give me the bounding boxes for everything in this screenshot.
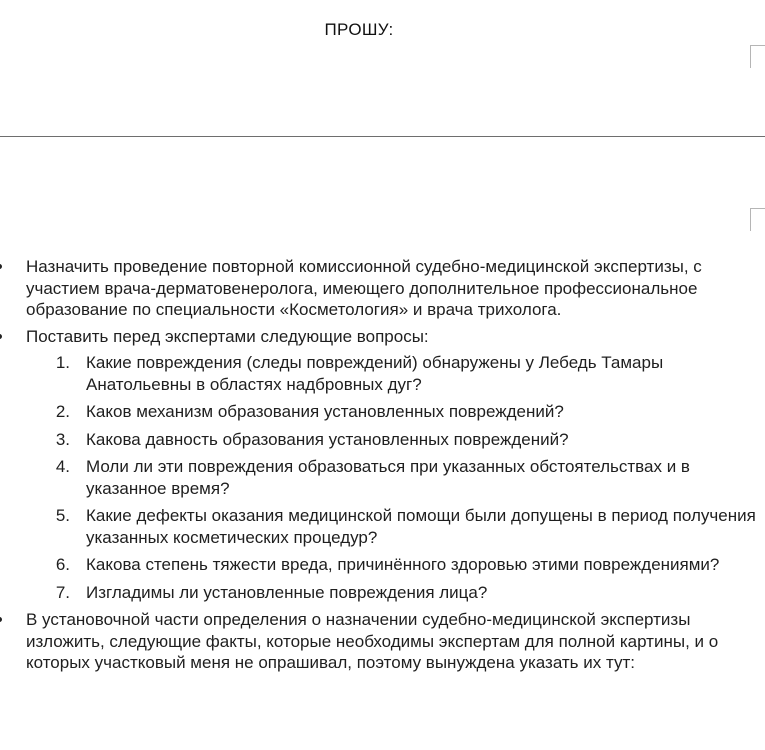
question-text: Моли ли эти повреждения образоваться при указанных обстоятельствах и в указанное время?: [86, 457, 690, 498]
bullet-dot-icon: [0, 264, 2, 269]
bullet-item-statement-facts: [0, 609, 765, 674]
document-body: [0, 256, 765, 679]
question-number: 3.: [55, 429, 70, 449]
question-number: 6.: [55, 555, 70, 574]
question-item: [26, 429, 765, 451]
question-item: [26, 582, 765, 604]
question-number: 2.: [55, 402, 70, 421]
bullet-text: Назначить проведение повторной комиссионной судебно-медицинской экспертизы, с участием врача-дерматовенеролога, имеющего дополнительное профессиональное образование по специальности «Косметология» и врача трихолога.: [26, 257, 702, 319]
corner-mark-bottom: [750, 208, 765, 231]
bullet-dot-icon: [0, 617, 2, 622]
question-number: 1.: [55, 353, 70, 372]
question-number: 4.: [55, 457, 70, 476]
question-item: [26, 505, 765, 548]
question-item: [26, 352, 765, 395]
question-text: Какова степень тяжести вреда, причинённого здоровью этими повреждениями?: [86, 555, 720, 574]
question-text: Какие повреждения (следы повреждений) обнаружены у Лебедь Тамары Анатольевны в областях надбровных дуг?: [86, 353, 664, 394]
question-text: Изгладимы ли установленные повреждения лица?: [86, 582, 488, 602]
question-item: [26, 456, 765, 499]
page-heading: ПРОШУ:: [324, 20, 394, 39]
question-number: 7.: [55, 582, 70, 602]
bullet-item-questions: [0, 326, 765, 348]
bullet-text: В установочной части определения о назначении судебно-медицинской экспертизы изложить, следующие факты, которые необходимы экспертам для полной картины, и о которых участковый меня не опрашивал, поэтому вынуждена указать их тут:: [26, 610, 719, 672]
bullet-text: Поставить перед экспертами следующие вопросы:: [26, 326, 429, 346]
bullet-dot-icon: [0, 334, 2, 339]
bullet-item-appoint-expertise: [0, 256, 765, 321]
corner-mark-top: [750, 45, 765, 68]
question-item: [26, 554, 765, 576]
question-text: Какие дефекты оказания медицинской помощи были допущены в период получения указанных косметических процедур?: [86, 506, 756, 547]
questions-list: [0, 352, 765, 603]
section-divider: [0, 136, 765, 137]
question-number: 5.: [55, 506, 70, 525]
question-text: Какова давность образования установленных повреждений?: [86, 429, 569, 449]
question-item: [26, 401, 765, 423]
question-text: Каков механизм образования установленных повреждений?: [86, 402, 564, 421]
